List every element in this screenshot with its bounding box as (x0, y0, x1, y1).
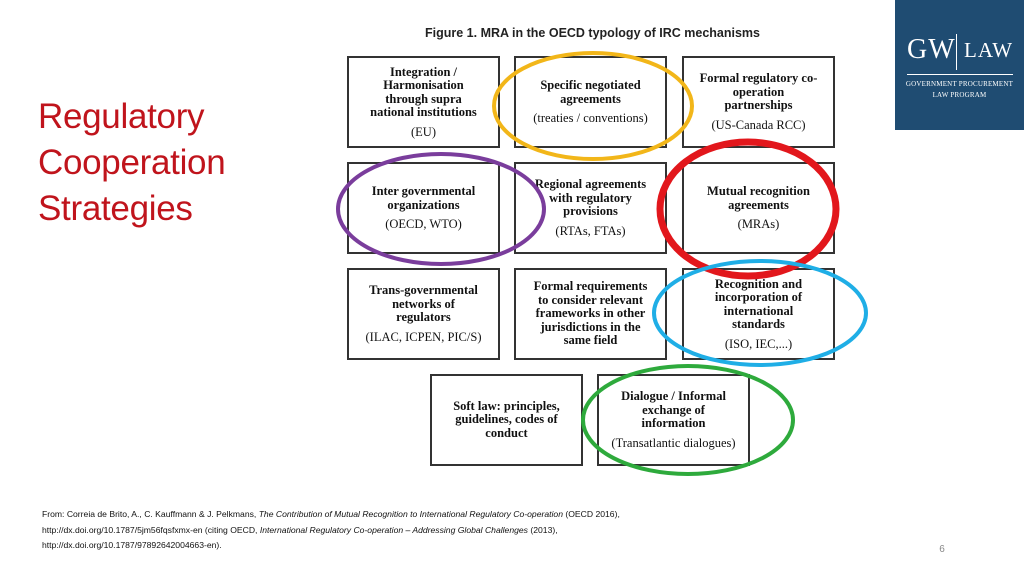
gw-law-logo (895, 0, 1024, 130)
citation-middle: (OECD 2016), http://dx.doi.org/10.1787/5jm56fqsfxmx-en (citing OECD, (42, 509, 620, 535)
logo-divider (956, 34, 957, 70)
cell-example: (treaties / conventions) (533, 111, 648, 125)
cell-dialogue-informal-exchange (597, 374, 750, 466)
logo-program-line-1: GOVERNMENT PROCUREMENT (905, 80, 1014, 88)
slide-title (38, 94, 278, 232)
cell-trans-governmental-networks (347, 268, 500, 360)
cell-soft-law (430, 374, 583, 466)
cell-heading: Inter governmental organizations (371, 184, 476, 212)
logo-program-line-2: LAW PROGRAM (932, 91, 987, 99)
cell-heading: Specific negotiated agreements (540, 78, 641, 106)
cell-regional-agreements (514, 162, 667, 254)
citation-suffix: (2013), http://dx.doi.org/10.1787/97892642004663-en). (42, 524, 558, 550)
cell-heading: Integration / Harmonisation through supra national institutions (370, 64, 477, 119)
cell-example: (RTAs, FTAs) (555, 223, 626, 238)
cell-formal-regulatory-cooperation (682, 56, 835, 148)
source-citation (42, 507, 702, 554)
cell-heading: Formal requirements to consider relevant frameworks in other jurisdictions in the same field (533, 279, 648, 348)
figure-title: Figure 1. MRA in the OECD typology of IRC mechanisms (425, 26, 760, 40)
cell-inter-governmental-organizations (347, 162, 500, 254)
cell-heading: Soft law: principles, guidelines, codes of conduct (453, 398, 560, 440)
cell-example: (EU) (411, 124, 436, 139)
cell-formal-requirements (514, 268, 667, 360)
cell-heading: Formal regulatory co- operation partnerships (699, 71, 818, 113)
cell-heading: Trans-governmental networks of regulators (369, 283, 478, 325)
citation-work-title: The Contribution of Mutual Recognition to International Regulatory Co-operation (258, 509, 563, 519)
logo-gw-text: GW (907, 34, 956, 65)
cell-heading: Recognition and incorporation of international standards (714, 276, 803, 331)
title-line-3: Strategies (38, 189, 193, 228)
logo-law-text: LAW (964, 38, 1014, 62)
cell-example: (US-Canada RCC) (711, 117, 806, 132)
title-line-2: Cooperation (38, 143, 226, 182)
cell-integration-harmonisation (347, 56, 500, 148)
citation-prefix: From: Correia de Brito, A., C. Kauffmann & J. Pelkmans, (42, 509, 259, 519)
cell-specific-negotiated-agreements (514, 56, 667, 148)
cell-example: (MRAs) (737, 217, 780, 231)
title-line-1: Regulatory (38, 97, 205, 136)
cell-international-standards (682, 268, 835, 360)
cell-heading: Dialogue / Informal exchange of information (621, 389, 726, 431)
cell-example: (Transatlantic dialogues) (611, 435, 736, 450)
cell-example: (ILAC, ICPEN, PIC/S) (365, 329, 482, 344)
cell-example: (ISO, IEC,...) (724, 336, 793, 351)
cell-mutual-recognition-agreements (682, 162, 835, 254)
cell-heading: Mutual recognition agreements (707, 184, 810, 212)
cell-example: (OECD, WTO) (385, 217, 462, 231)
citation-cited-title: International Regulatory Co-operation – Addressing Global Challenges (259, 524, 528, 535)
logo-rule (907, 74, 1013, 75)
page-number: 6 (939, 544, 945, 555)
cell-heading: Regional agreements with regulatory provisions (534, 177, 647, 219)
